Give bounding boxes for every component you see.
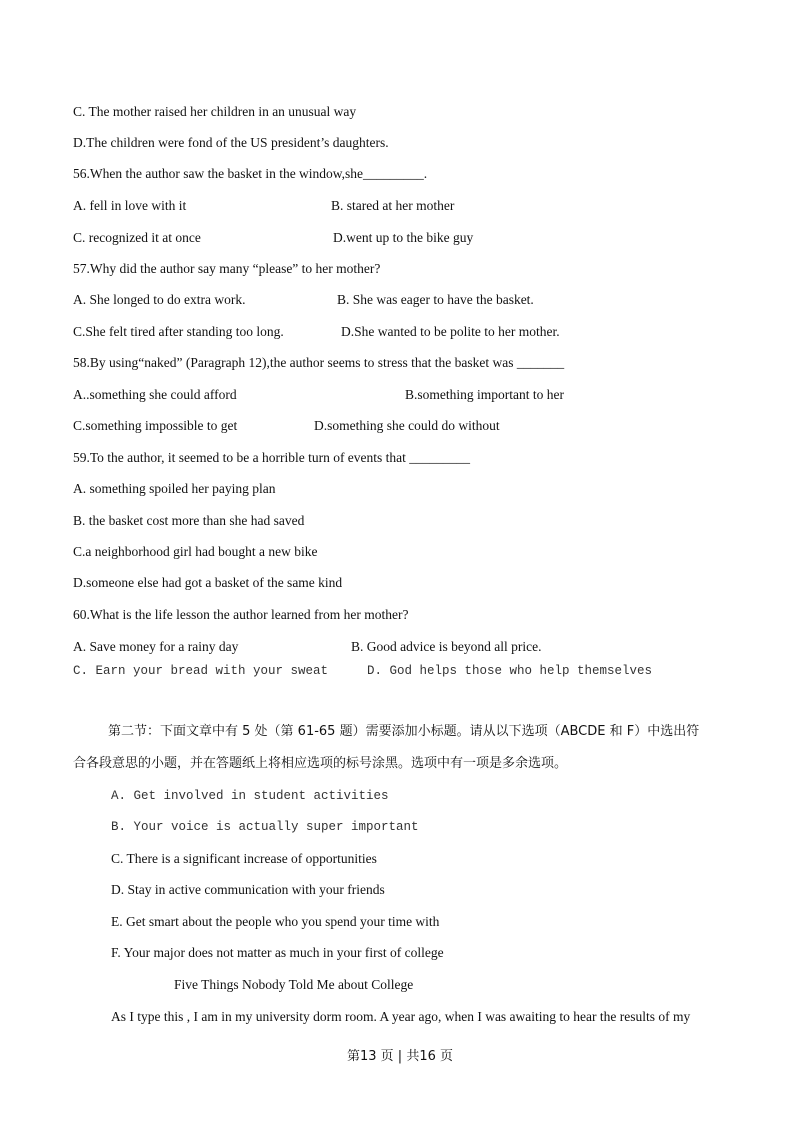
q58-option-d: D.something she could do without — [314, 418, 500, 433]
section2-instruction-line2: 合各段意思的小题，并在答题纸上将相应选项的标号涂黑。选项中有一项是多余选项。 — [73, 756, 568, 771]
section2-option-c: C. There is a significant increase of opportunities — [111, 851, 377, 866]
section2-option-d: D. Stay in active communication with your friends — [111, 882, 385, 897]
q57-option-d: D.She wanted to be polite to her mother. — [341, 324, 560, 339]
q55-option-d: D.The children were fond of the US president’s daughters. — [73, 135, 389, 150]
q56-stem: 56.When the author saw the basket in the window,she_________. — [73, 166, 428, 181]
section2-option-e: E. Get smart about the people who you spend your time with — [111, 914, 440, 929]
q57-option-b: B. She was eager to have the basket. — [337, 292, 534, 307]
q58-option-b: B.something important to her — [405, 387, 564, 402]
page-footer: 第13 页 | 共16 页 — [347, 1049, 453, 1064]
q57-option-c: C.She felt tired after standing too long. — [73, 324, 284, 339]
q60-option-c: C. Earn your bread with your sweat — [73, 664, 329, 678]
q56-option-a: A. fell in love with it — [73, 198, 187, 213]
q57-option-a: A. She longed to do extra work. — [73, 292, 246, 307]
q59-option-b: B. the basket cost more than she had saved — [73, 513, 305, 528]
q55-option-c: C. The mother raised her children in an unusual way — [73, 104, 357, 119]
q58-stem: 58.By using“naked” (Paragraph 12),the author seems to stress that the basket was _______ — [73, 355, 565, 370]
section2-option-f: F. Your major does not matter as much in your first of college — [111, 945, 444, 960]
section2-option-a: A. Get involved in student activities — [111, 789, 389, 803]
q60-stem: 60.What is the life lesson the author learned from her mother? — [73, 607, 409, 622]
passage-title: Five Things Nobody Told Me about College — [174, 977, 414, 992]
q56-option-c: C. recognized it at once — [73, 230, 201, 245]
section2-instruction-line1: 第二节：下面文章中有 5 处（第 61-65 题）需要添加小标题。请从以下选项（ABCDE 和 F）中选出符 — [108, 724, 700, 739]
q59-option-c: C.a neighborhood girl had bought a new bike — [73, 544, 318, 559]
q58-option-a: A..something she could afford — [73, 387, 237, 402]
q57-stem: 57.Why did the author say many “please” to her mother? — [73, 261, 381, 276]
q60-option-d: D. God helps those who help themselves — [367, 664, 653, 678]
q60-option-b: B. Good advice is beyond all price. — [351, 639, 542, 654]
section2-option-b: B. Your voice is actually super important — [111, 820, 419, 834]
q60-option-a: A. Save money for a rainy day — [73, 639, 239, 654]
q56-option-d: D.went up to the bike guy — [333, 230, 474, 245]
q59-option-a: A. something spoiled her paying plan — [73, 481, 276, 496]
q58-option-c: C.something impossible to get — [73, 418, 238, 433]
passage-first-line: As I type this , I am in my university dorm room. A year ago, when I was awaiting to hear the results of my — [111, 1009, 691, 1024]
q56-option-b: B. stared at her mother — [331, 198, 455, 213]
q59-stem: 59.To the author, it seemed to be a horrible turn of events that _________ — [73, 450, 471, 465]
q59-option-d: D.someone else had got a basket of the same kind — [73, 575, 343, 590]
